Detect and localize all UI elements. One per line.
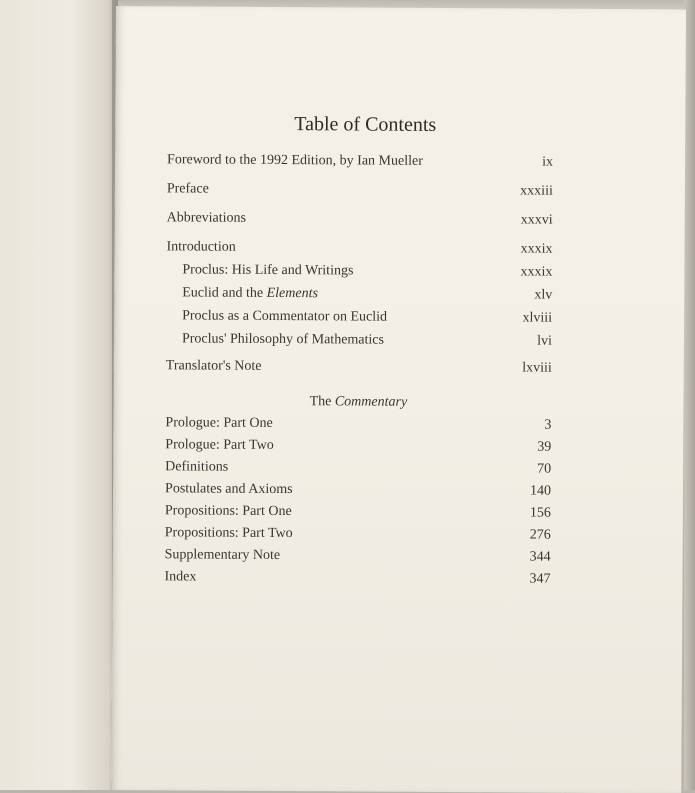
toc-entry-label: [182, 285, 318, 302]
toc-entry-proclus-commentator: [166, 308, 553, 326]
toc-entry-label: Definitions: [165, 459, 229, 475]
toc-entry-preface: [166, 181, 553, 199]
toc-entry-page: xxxix: [520, 241, 553, 257]
toc-entry-label: Proclus as a Commentator on Euclid: [182, 308, 388, 325]
toc-entry-page: 276: [529, 527, 551, 543]
page-title: Table of Contents: [294, 113, 437, 136]
toc-entry-page: 140: [529, 483, 552, 499]
toc-entry-label-italic: Elements: [266, 285, 318, 302]
toc-entry-label-prefix: Euclid and the: [182, 285, 267, 301]
toc-entry-prologue-two: [165, 437, 552, 455]
toc-entry-label: Introduction: [166, 239, 236, 255]
toc-entry-page: lvi: [537, 333, 553, 349]
toc-entry-label: Translator's Note: [165, 358, 262, 374]
toc-entry-page: xlviii: [522, 310, 553, 326]
toc-entry-label: Postulates and Axioms: [165, 481, 293, 498]
toc-entry-page: 39: [537, 439, 552, 455]
toc-entry-label: Supplementary Note: [164, 547, 281, 564]
toc-entry-label: Index: [164, 569, 197, 585]
toc-entry-label: Preface: [166, 181, 209, 197]
toc-entry-label: Prologue: Part One: [165, 415, 273, 431]
toc-entry-label: Proclus: His Life and Writings: [182, 262, 354, 279]
toc-entry-label: Propositions: Part One: [164, 503, 292, 520]
toc-entry-postulates: [165, 481, 552, 499]
toc-entry-propositions-two: [164, 525, 551, 543]
toc-entry-page: xxxix: [520, 264, 553, 280]
toc-entry-page: xxxvi: [520, 212, 553, 228]
toc-entry-page: 70: [537, 461, 552, 477]
toc-entry-proclus-philosophy: [166, 331, 553, 349]
toc-entry-definitions: [165, 459, 552, 477]
toc-entry-page: ix: [542, 154, 554, 170]
toc-entry-translators-note: [165, 358, 552, 376]
toc-entry-abbreviations: [166, 210, 553, 228]
toc-entry-introduction: [166, 239, 553, 257]
page-edge: [684, 0, 695, 790]
section-heading-italic: Commentary: [334, 394, 408, 410]
toc-entry-label: Prologue: Part Two: [165, 437, 274, 453]
toc-entry-label: Abbreviations: [166, 210, 247, 226]
section-heading-prefix: The: [309, 394, 335, 410]
toc-entry-label: Proclus' Philosophy of Mathematics: [181, 331, 385, 348]
toc-entry-euclid-elements: [166, 285, 553, 303]
toc-entry-label: Foreword to the 1992 Edition, by Ian Mueller: [167, 152, 423, 169]
section-heading-commentary: [310, 394, 408, 411]
toc-entry-prologue-one: [165, 415, 552, 433]
contents-page: [111, 6, 686, 793]
toc-entry-page: 156: [529, 505, 551, 521]
toc-entry-page: 347: [529, 571, 551, 587]
toc-entry-propositions-one: [164, 503, 551, 521]
toc-entry-page: 344: [529, 549, 551, 565]
toc-entry-page: lxviii: [522, 360, 552, 376]
toc-entry-page: xxxiii: [520, 183, 553, 199]
toc-entry-index: [164, 569, 551, 587]
toc-entry-page: xlv: [534, 287, 553, 303]
toc-entry-proclus-life: [166, 262, 553, 280]
toc-entry-page: 3: [544, 417, 552, 433]
toc-entry-supplementary-note: [164, 547, 551, 565]
toc-entry-label: Propositions: Part Two: [164, 525, 293, 542]
left-page: [0, 0, 118, 790]
toc-entry-foreword: [167, 152, 554, 170]
